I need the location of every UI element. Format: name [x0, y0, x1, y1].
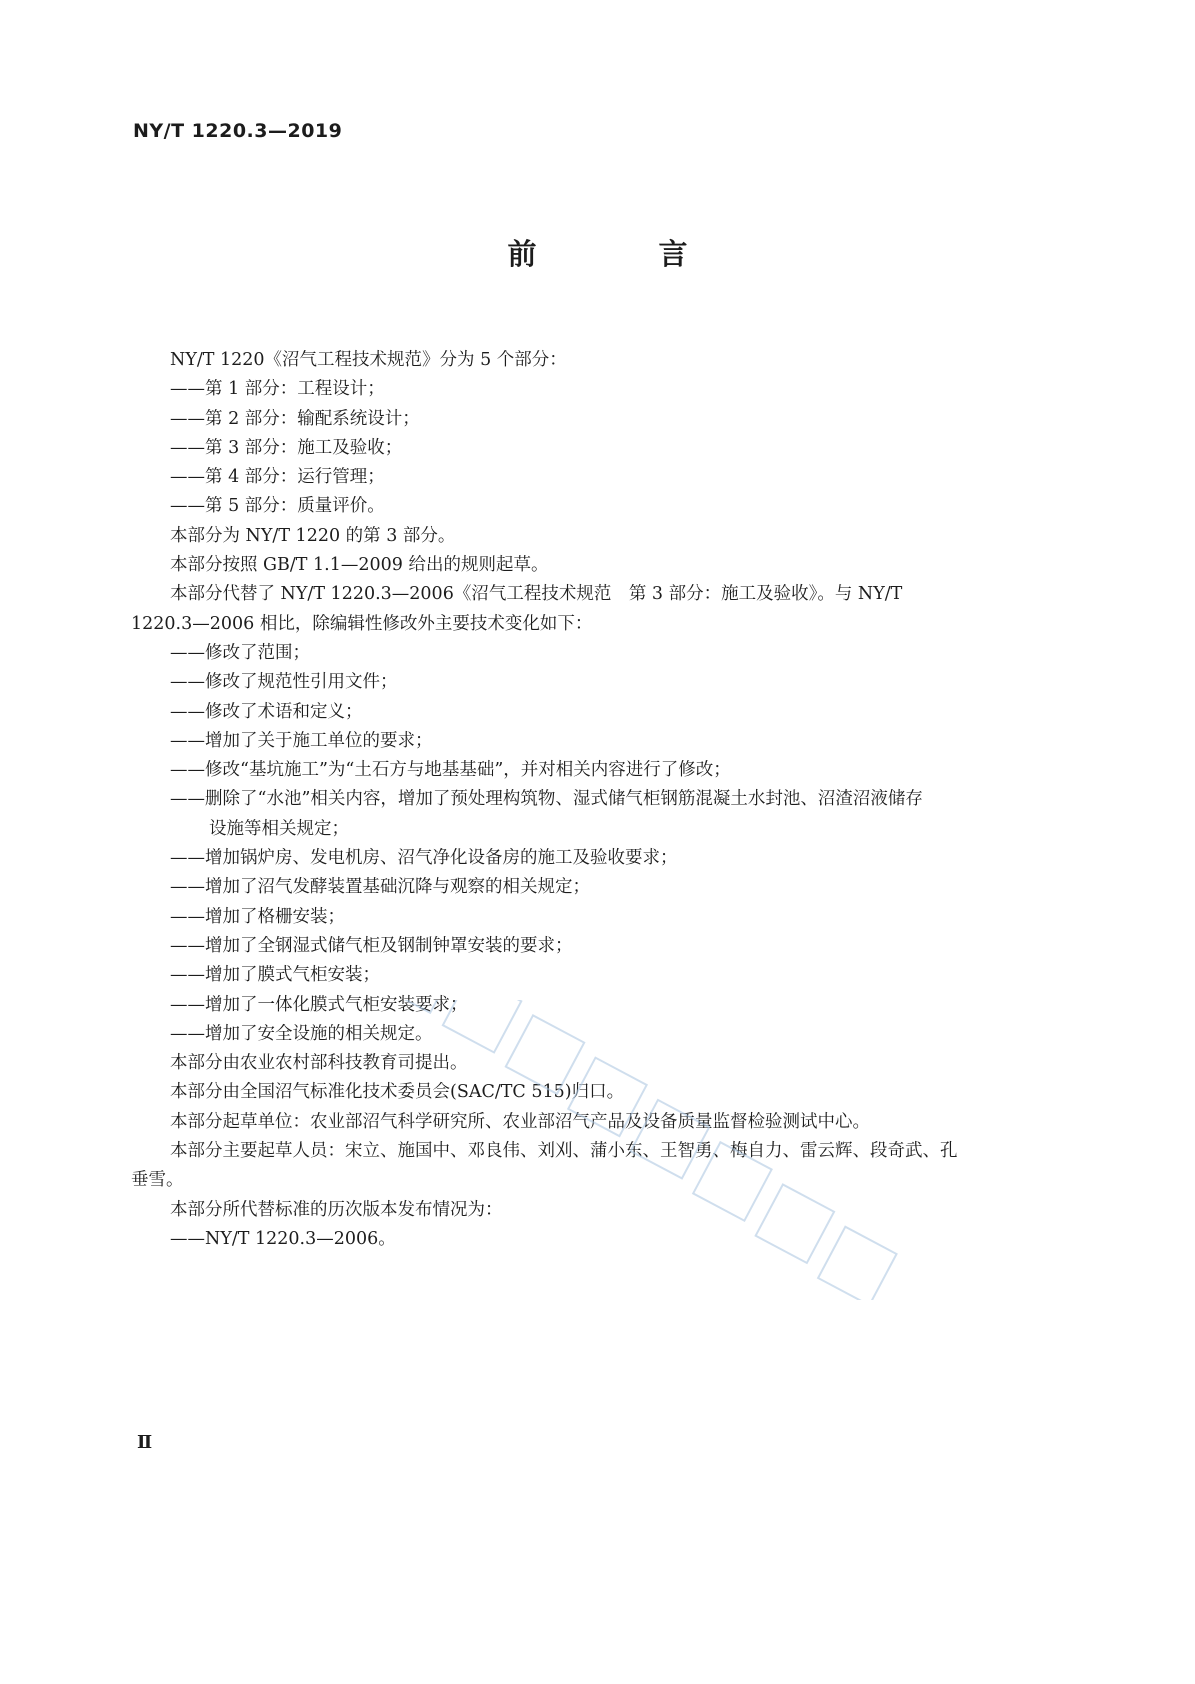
paragraph: NY/T 1220《沼气工程技术规范》分为 5 个部分：	[170, 350, 567, 370]
page-title: 前 言	[507, 237, 744, 271]
paragraph: 1220.3—2006 相比，除编辑性修改外主要技术变化如下：	[131, 613, 593, 634]
list-item: ——修改了术语和定义；	[170, 701, 363, 722]
foreword-body	[131, 346, 984, 1254]
paragraph: 本部分由农业农村部科技教育司提出。	[170, 1053, 468, 1074]
list-item: ——增加锅炉房、发电机房、沼气净化设备房的施工及验收要求；	[170, 848, 678, 869]
list-item: ——增加了安全设施的相关规定。	[170, 1023, 433, 1044]
paragraph: 本部分按照 GB/T 1.1—2009 给出的规则起草。	[170, 555, 549, 576]
paragraph: 设施等相关规定；	[209, 818, 349, 839]
list-item: ——删除了“水池”相关内容，增加了预处理构筑物、湿式储气柜钢筋混凝土水封池、沼渣沼液储存	[170, 789, 923, 810]
paragraph: 本部分起草单位：农业部沼气科学研究所、农业部沼气产品及设备质量监督检验测试中心。	[170, 1111, 870, 1132]
list-item: ——增加了全钢湿式储气柜及钢制钟罩安装的要求；	[170, 935, 573, 956]
paragraph: 本部分由全国沼气标准化技术委员会(SAC/TC 515)归口。	[170, 1082, 625, 1103]
list-item: ——增加了膜式气柜安装；	[170, 965, 380, 986]
list-item: ——第 5 部分：质量评价。	[170, 496, 385, 517]
list-item: ——修改了范围；	[170, 642, 310, 663]
list-item: ——第 1 部分：工程设计；	[170, 379, 385, 400]
list-item: ——NY/T 1220.3—2006。	[170, 1228, 396, 1249]
list-item: ——第 4 部分：运行管理；	[170, 467, 385, 488]
paragraph: 本部分为 NY/T 1220 的第 3 部分。	[170, 525, 456, 546]
paragraph: 本部分主要起草人员：宋立、施国中、邓良伟、刘刈、蒲小东、王智勇、梅自力、雷云辉、段奇武、孔	[170, 1141, 958, 1162]
list-item: ——修改了规范性引用文件；	[170, 672, 398, 693]
paragraph: 本部分代替了 NY/T 1220.3—2006《沼气工程技术规范 第 3 部分：施工及验收》。与 NY/T	[170, 584, 903, 605]
list-item: ——增加了一体化膜式气柜安装要求；	[170, 994, 468, 1015]
paragraph: 垂雪。	[131, 1170, 184, 1191]
standard-code-header: NY/T 1220.3—2019	[133, 120, 343, 142]
paragraph: 本部分所代替标准的历次版本发布情况为：	[170, 1199, 503, 1220]
list-item: ——增加了格栅安装；	[170, 906, 345, 927]
list-item: ——修改“基坑施工”为“土石方与地基基础”，并对相关内容进行了修改；	[170, 760, 731, 781]
list-item: ——增加了沼气发酵装置基础沉降与观察的相关规定；	[170, 877, 590, 898]
list-item: ——第 2 部分：输配系统设计；	[170, 408, 420, 429]
page-number: Ⅱ	[137, 1432, 153, 1453]
list-item: ——第 3 部分：施工及验收；	[170, 437, 403, 458]
list-item: ——增加了关于施工单位的要求；	[170, 730, 433, 751]
